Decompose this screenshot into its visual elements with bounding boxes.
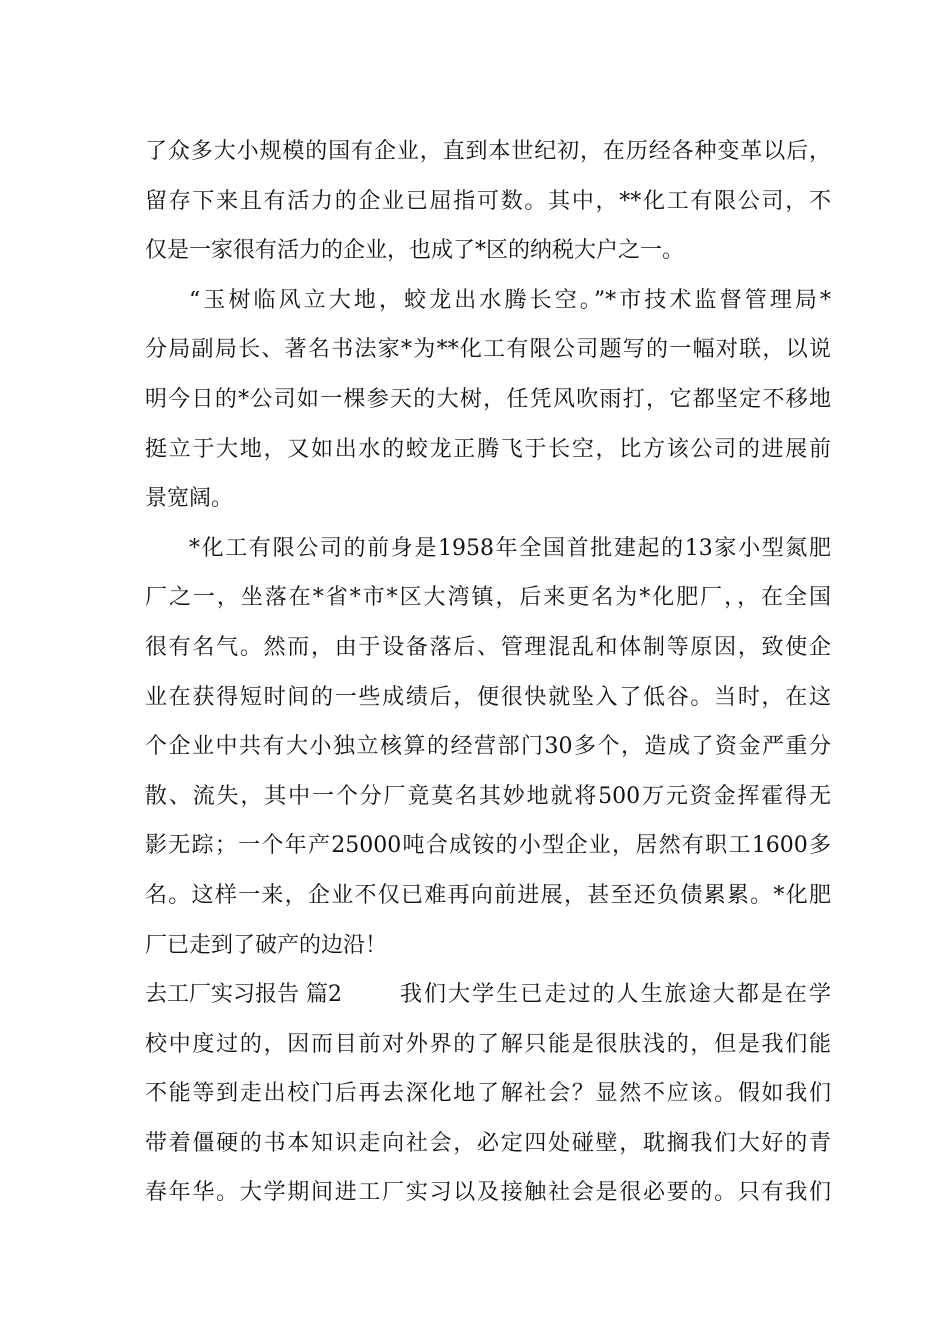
text-line: 散、流失，其中一个分厂竟莫名其妙地就将500万元资金挥霍得无 — [145, 783, 831, 809]
text-line: 了众多大小规模的国有企业，直到本世纪初，在历经各种变革以后， — [145, 139, 831, 164]
text-line: 分局副局长、著名书法家*为**化工有限公司题写的一幅对联，以说 — [145, 337, 831, 363]
text-line: *化工有限公司的前身是1958年全国首批建起的13家小型氮肥 — [189, 535, 831, 561]
document-page — [145, 127, 831, 1218]
section-heading: 去工厂实习报告 篇2 — [145, 982, 342, 1008]
text-line: 带着僵硬的书本知识走向社会，必定四处碰壁，耽搁我们大好的青 — [145, 1130, 831, 1156]
text-line: 我们大学生已走过的人生旅途大都是在学 — [400, 982, 831, 1008]
text-line: 春年华。大学期间进工厂实习以及接触社会是很必要的。只有我们 — [145, 1180, 831, 1206]
paragraph-3 — [145, 524, 831, 970]
text-line: 业在获得短时间的一些成绩后，便很快就坠入了低谷。当时，在这 — [145, 684, 831, 710]
text-line: 明今日的*公司如一棵参天的大树，任凭风吹雨打，它都坚定不移地 — [145, 386, 831, 412]
text-line: 不能等到走出校门后再去深化地了解社会？显然不应该。假如我们 — [145, 1081, 831, 1107]
text-line: 个企业中共有大小独立核算的经营部门30多个，造成了资金严重分 — [145, 734, 831, 760]
text-line: “玉树临风立大地，蛟龙出水腾长空。”*市技术监督管理局* — [189, 287, 831, 313]
text-line: 景宽阔。 — [145, 486, 234, 512]
paragraph-2 — [145, 276, 831, 524]
text-line: 名。这样一来，企业不仅已难再向前进展，甚至还负债累累。*化肥 — [145, 882, 831, 908]
text-line: 很有名气。然而，由于设备落后、管理混乱和体制等原因，致使企 — [145, 634, 831, 660]
paragraph-4 — [145, 970, 831, 1218]
text-line: 厂已走到了破产的边沿！ — [145, 932, 388, 958]
text-line: 校中度过的，因而目前对外界的了解只能是很肤浅的，但是我们能 — [145, 1031, 831, 1057]
text-line: 厂之一，坐落在*省*市*区大湾镇，后来更名为*化肥厂，，在全国 — [145, 585, 831, 611]
text-line: 仅是一家很有活力的企业，也成了*区的纳税大户之一。 — [145, 238, 685, 264]
heading-line — [145, 970, 831, 1020]
text-line: 挺立于大地，又如出水的蛟龙正腾飞于长空，比方该公司的进展前 — [145, 436, 831, 462]
paragraph-1 — [145, 127, 831, 276]
text-line: 留存下来且有活力的企业已屈指可数。其中，**化工有限公司，不 — [145, 188, 831, 214]
text-line: 影无踪；一个年产25000吨合成铵的小型企业，居然有职工1600多 — [145, 833, 831, 859]
